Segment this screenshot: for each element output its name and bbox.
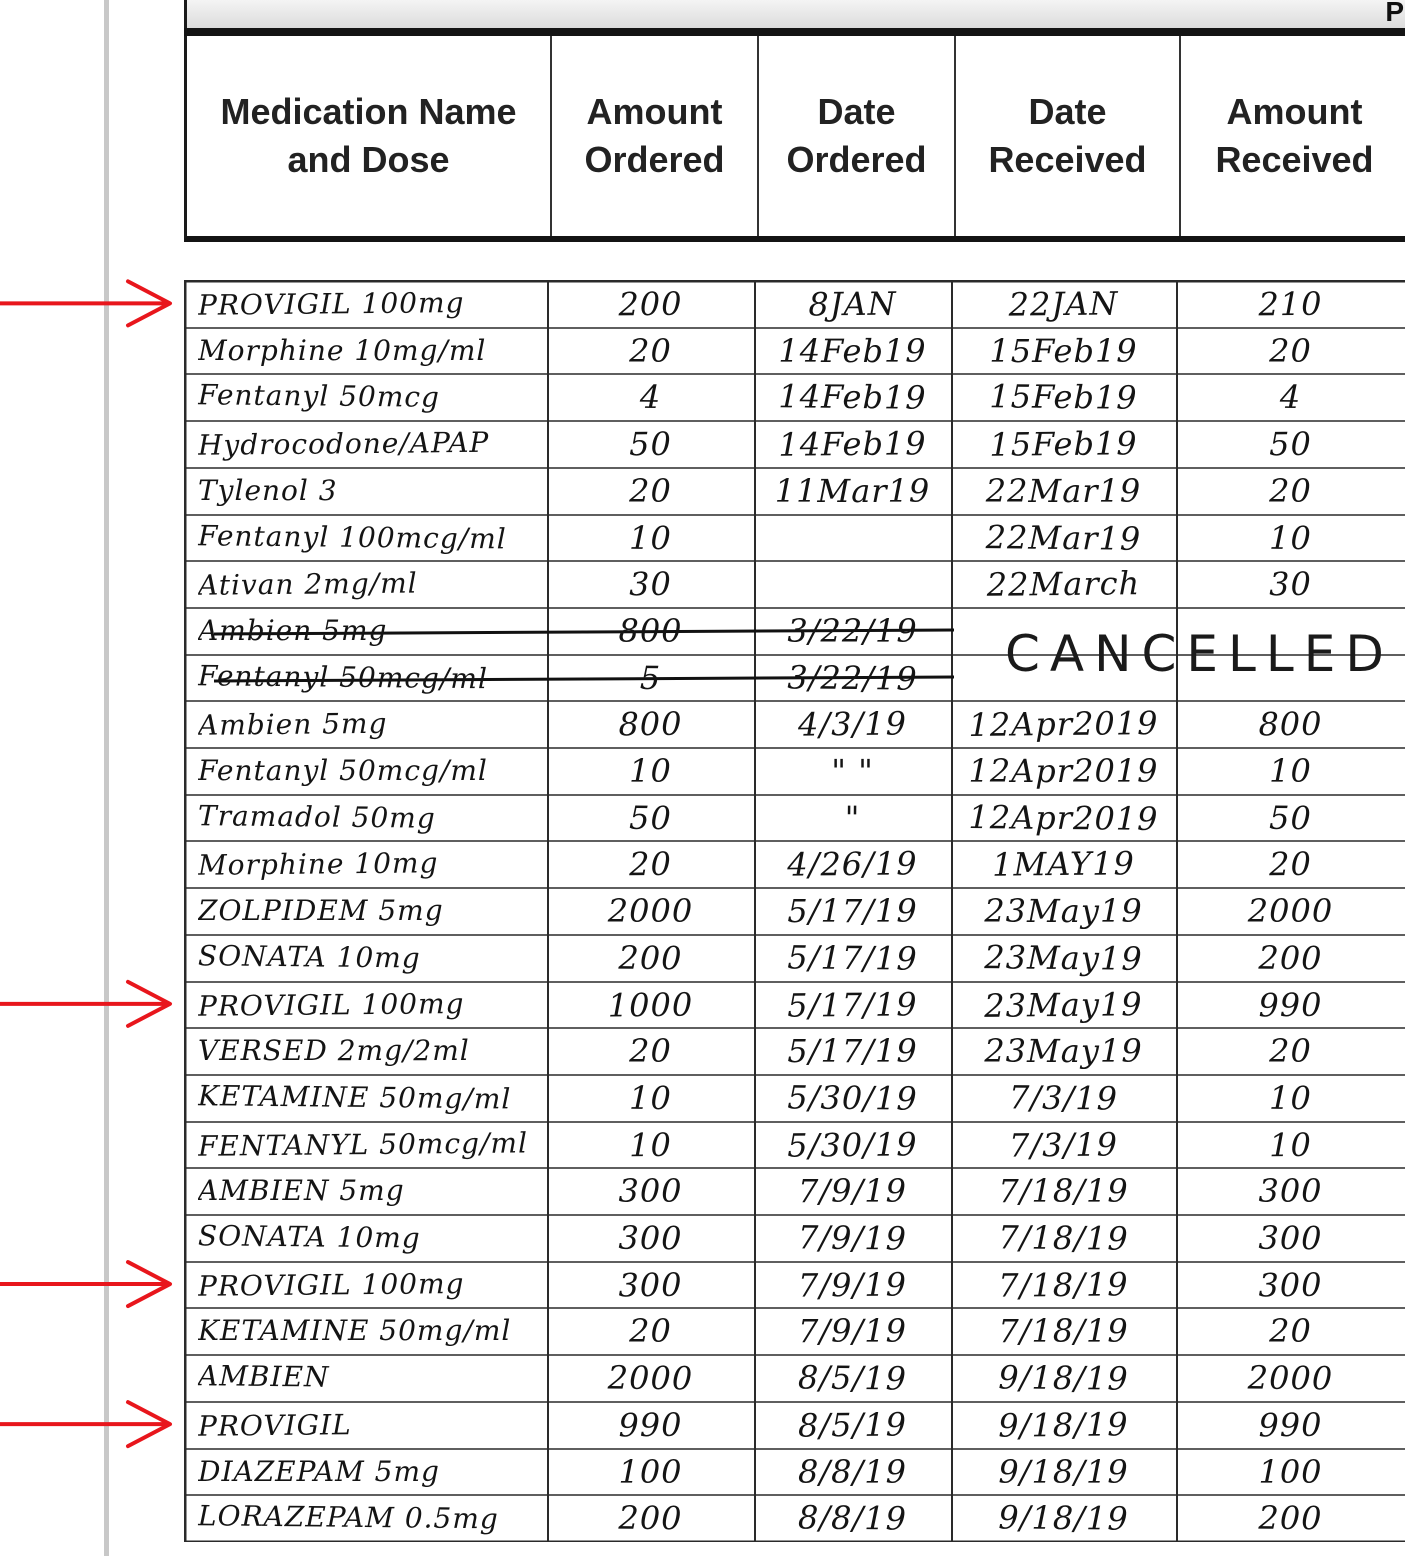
red-arrow bbox=[0, 1402, 170, 1446]
cell-amount-received: 50 bbox=[1268, 424, 1313, 464]
cell-date-ordered: 8JAN bbox=[808, 284, 897, 324]
red-arrow bbox=[0, 1262, 170, 1306]
cell-amount-ordered: 10 bbox=[628, 518, 673, 557]
cell-date-received: 23May19 bbox=[984, 892, 1143, 931]
cell-date-received: 7/18/19 bbox=[998, 1172, 1129, 1211]
cell-date-received: 22Mar19 bbox=[985, 517, 1142, 558]
cell-medication: SONATA 10mg bbox=[197, 938, 421, 975]
left-margin-rule bbox=[104, 0, 109, 1556]
header-amount-ordered: Amount Ordered bbox=[584, 91, 725, 180]
ledger-table bbox=[184, 280, 1405, 1542]
header-top-rule bbox=[184, 28, 1405, 36]
cell-amount-received: 210 bbox=[1258, 284, 1323, 324]
cell-medication: Tylenol 3 bbox=[198, 473, 338, 507]
cell-date-ordered: 11Mar19 bbox=[774, 471, 931, 510]
cell-amount-ordered: 20 bbox=[629, 1312, 672, 1351]
cell-amount-ordered: 20 bbox=[629, 471, 672, 510]
cell-medication: Fentanyl 50mcg/ml bbox=[197, 658, 489, 695]
cell-date-ordered: 7/9/19 bbox=[797, 1218, 908, 1258]
cell-amount-received: 300 bbox=[1258, 1265, 1323, 1305]
cell-date-received: 12Apr2019 bbox=[968, 752, 1159, 790]
cell-date-ordered: 8/5/19 bbox=[797, 1358, 908, 1398]
cell-medication: SONATA 10mg bbox=[197, 1219, 421, 1255]
header-amount-received: Amount Received bbox=[1215, 91, 1374, 180]
cell-amount-received: 800 bbox=[1258, 704, 1323, 744]
cell-date-received: 15Feb19 bbox=[989, 424, 1138, 464]
cell-date-ordered: 14Feb19 bbox=[778, 377, 927, 418]
cell-amount-received: 300 bbox=[1258, 1218, 1323, 1258]
cell-medication: PROVIGIL 100mg bbox=[197, 986, 465, 1023]
cell-date-ordered: 5/17/19 bbox=[787, 938, 918, 978]
red-arrow bbox=[0, 982, 170, 1026]
cell-amount-ordered: 300 bbox=[618, 1218, 683, 1258]
form-top-band bbox=[184, 0, 1405, 28]
cell-date-received: 9/18/19 bbox=[998, 1452, 1129, 1491]
cell-amount-ordered: 4 bbox=[639, 378, 662, 417]
cell-medication: Tramadol 50mg bbox=[197, 798, 436, 835]
cancelled-note: CANCELLED bbox=[1005, 625, 1394, 683]
cell-amount-received: 20 bbox=[1269, 1032, 1312, 1071]
cell-amount-ordered: 300 bbox=[618, 1172, 683, 1211]
cell-medication: KETAMINE 50mg/ml bbox=[198, 1314, 512, 1348]
cell-amount-ordered: 10 bbox=[628, 1125, 673, 1164]
cell-date-received: 7/18/19 bbox=[998, 1218, 1129, 1258]
cell-amount-received: 10 bbox=[1268, 518, 1313, 557]
cell-amount-ordered: 10 bbox=[629, 752, 672, 790]
cell-amount-received: 300 bbox=[1258, 1172, 1323, 1211]
cell-date-received: 9/18/19 bbox=[998, 1405, 1129, 1445]
cell-medication: Ativan 2mg/ml bbox=[197, 566, 418, 602]
cell-date-ordered: 5/30/19 bbox=[787, 1078, 918, 1118]
header-medication-name-and-dose: Medication Name and Dose bbox=[220, 91, 517, 180]
cell-date-received: 7/3/19 bbox=[1008, 1078, 1119, 1118]
cell-amount-received: 30 bbox=[1268, 564, 1313, 604]
cell-date-ordered: 8/8/19 bbox=[798, 1452, 907, 1491]
cell-amount-ordered: 30 bbox=[628, 564, 673, 604]
cell-date-received: 23May19 bbox=[984, 984, 1143, 1025]
cell-date-ordered bbox=[764, 561, 941, 608]
cell-date-ordered: " bbox=[844, 798, 861, 837]
cell-date-received: 22JAN bbox=[1008, 284, 1119, 324]
cell-date-received: 9/18/19 bbox=[998, 1498, 1129, 1538]
cell-amount-received: 10 bbox=[1268, 1125, 1313, 1164]
cell-date-received: 9/18/19 bbox=[998, 1358, 1129, 1398]
cell-amount-received: 200 bbox=[1258, 938, 1323, 978]
cell-amount-received: 50 bbox=[1268, 798, 1313, 837]
cell-amount-received: 10 bbox=[1268, 1078, 1313, 1118]
cell-amount-received: 990 bbox=[1258, 1405, 1323, 1445]
cell-medication: Hydrocodone/APAP bbox=[197, 425, 490, 462]
cell-amount-received: 2000 bbox=[1247, 1358, 1334, 1398]
cell-medication: PROVIGIL 100mg bbox=[197, 286, 465, 322]
cell-medication: FENTANYL 50mcg/ml bbox=[197, 1125, 529, 1163]
cell-date-ordered: 5/17/19 bbox=[787, 984, 918, 1025]
cell-date-received: 23May19 bbox=[984, 1032, 1143, 1071]
cell-medication: AMBIEN 5mg bbox=[198, 1174, 405, 1208]
cell-date-received: 22Mar19 bbox=[985, 471, 1142, 510]
cell-date-ordered: 8/5/19 bbox=[797, 1405, 908, 1445]
cell-date-ordered bbox=[764, 515, 941, 562]
cell-date-ordered: 14Feb19 bbox=[778, 331, 927, 370]
cell-amount-ordered: 200 bbox=[618, 284, 683, 324]
cell-medication: DIAZEPAM 5mg bbox=[198, 1454, 440, 1488]
cell-amount-received: 990 bbox=[1258, 985, 1323, 1024]
cell-date-ordered: 5/30/19 bbox=[787, 1124, 918, 1165]
cell-medication: AMBIEN bbox=[197, 1359, 330, 1394]
cell-amount-ordered: 1000 bbox=[607, 985, 694, 1024]
cell-date-ordered: 8/8/19 bbox=[797, 1498, 908, 1538]
cell-amount-ordered: 990 bbox=[618, 1405, 683, 1445]
cell-date-ordered: " " bbox=[831, 752, 874, 790]
cell-date-ordered: 14Feb19 bbox=[778, 424, 927, 464]
cell-amount-received: 100 bbox=[1258, 1452, 1323, 1491]
cell-amount-ordered: 2000 bbox=[607, 892, 694, 931]
cell-amount-received: 4 bbox=[1279, 378, 1302, 417]
cell-date-received: 1MAY19 bbox=[991, 844, 1136, 885]
cell-date-received: 22March bbox=[986, 564, 1141, 604]
cell-amount-ordered: 300 bbox=[618, 1265, 683, 1305]
cell-date-ordered: 4/3/19 bbox=[797, 704, 908, 744]
red-arrow bbox=[0, 281, 170, 325]
cell-medication: Ambien 5mg bbox=[197, 707, 388, 743]
cell-amount-ordered: 100 bbox=[618, 1452, 683, 1491]
cell-amount-ordered: 200 bbox=[618, 1498, 683, 1538]
cell-amount-ordered: 5 bbox=[639, 658, 662, 697]
cell-amount-received: 2000 bbox=[1247, 892, 1334, 931]
cell-medication: Fentanyl 50mcg/ml bbox=[198, 754, 488, 787]
cell-date-ordered: 3/22/19 bbox=[787, 657, 918, 698]
cell-medication: ZOLPIDEM 5mg bbox=[198, 894, 444, 928]
cell-amount-received: 20 bbox=[1269, 1312, 1312, 1351]
cell-date-ordered: 7/9/19 bbox=[798, 1172, 907, 1211]
cell-medication: LORAZEPAM 0.5mg bbox=[197, 1499, 499, 1536]
cell-date-received: 7/3/19 bbox=[1008, 1125, 1119, 1165]
cell-amount-ordered: 10 bbox=[628, 1078, 673, 1118]
cell-amount-ordered: 800 bbox=[618, 704, 683, 744]
cell-amount-received: 20 bbox=[1269, 471, 1312, 510]
cell-medication: Fentanyl 50mcg bbox=[197, 378, 441, 415]
cell-date-received: 12Apr2019 bbox=[968, 704, 1159, 745]
cell-date-ordered: 7/9/19 bbox=[797, 1265, 908, 1305]
cell-amount-ordered: 50 bbox=[628, 424, 673, 464]
cell-amount-received: 200 bbox=[1258, 1498, 1323, 1538]
cell-amount-ordered: 50 bbox=[628, 798, 673, 837]
cell-date-received: 15Feb19 bbox=[989, 331, 1138, 370]
header-date-ordered: Date Ordered bbox=[786, 91, 927, 180]
cell-amount-received: 10 bbox=[1269, 752, 1312, 790]
cell-amount-received: 20 bbox=[1268, 845, 1313, 884]
cell-amount-ordered: 200 bbox=[618, 938, 683, 978]
column-header-row bbox=[184, 36, 1405, 242]
cell-medication: PROVIGIL 100mg bbox=[197, 1266, 465, 1303]
cell-date-received: 12Apr2019 bbox=[968, 797, 1159, 838]
cell-medication: VERSED 2mg/2ml bbox=[198, 1034, 470, 1068]
cell-date-received: 7/18/19 bbox=[998, 1265, 1129, 1305]
cell-medication: PROVIGIL bbox=[197, 1407, 352, 1443]
cell-date-received: 23May19 bbox=[984, 937, 1143, 978]
cell-amount-ordered: 20 bbox=[629, 331, 672, 370]
cell-date-received: 7/18/19 bbox=[998, 1312, 1129, 1351]
cell-amount-ordered: 20 bbox=[628, 845, 673, 884]
header-date-received: Date Received bbox=[988, 91, 1147, 180]
cell-medication: Ambien 5mg bbox=[198, 613, 388, 647]
cell-date-ordered: 5/17/19 bbox=[787, 892, 918, 931]
cell-amount-ordered: 2000 bbox=[607, 1358, 694, 1398]
cell-amount-ordered: 20 bbox=[629, 1032, 672, 1071]
top-band-fragment: P bbox=[1385, 0, 1404, 27]
cell-medication: KETAMINE 50mg/ml bbox=[197, 1079, 512, 1116]
cell-date-ordered: 4/26/19 bbox=[787, 844, 918, 885]
cell-amount-ordered: 800 bbox=[618, 611, 683, 650]
cell-date-received: 15Feb19 bbox=[989, 377, 1138, 418]
cell-date-ordered: 3/22/19 bbox=[787, 611, 918, 650]
cell-medication: Morphine 10mg/ml bbox=[198, 333, 487, 367]
cell-date-ordered: 5/17/19 bbox=[787, 1032, 918, 1071]
cell-medication: Morphine 10mg bbox=[197, 846, 439, 883]
cell-medication: Fentanyl 100mcg/ml bbox=[197, 518, 507, 555]
cell-date-ordered: 7/9/19 bbox=[798, 1312, 907, 1351]
cell-amount-received: 20 bbox=[1269, 331, 1312, 370]
